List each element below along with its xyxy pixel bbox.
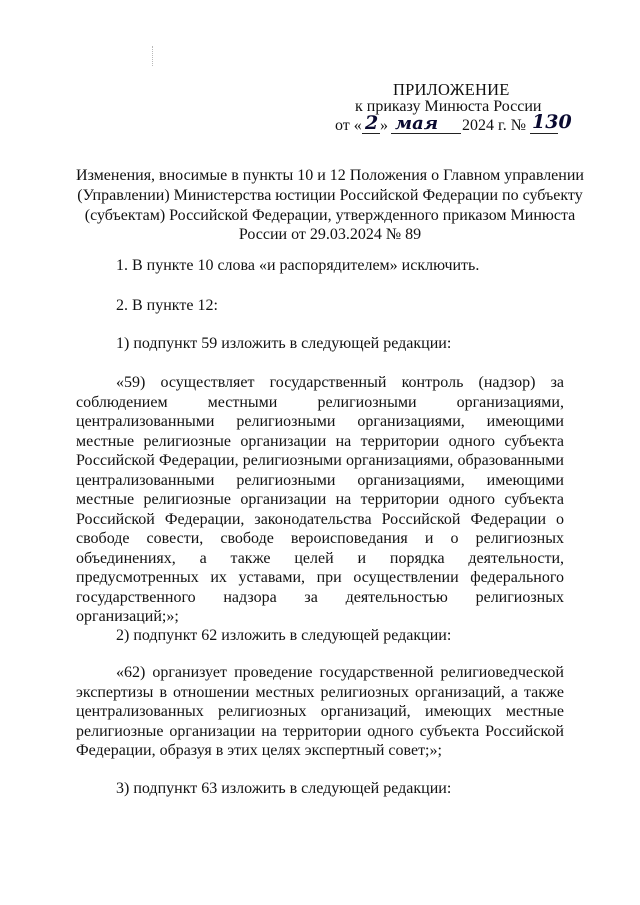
appendix-date-line [335,111,572,140]
handwritten-month: мая [395,113,439,134]
document-heading: Изменения, вносимые в пункты 10 и 12 Положения о Главном управлении (Управлении) Министерства юстиции Российской Федерации по субъекту (субъектам) Российской Федерации, утвержденного приказом Минюста России от 29.03.2024 № 89 [76,167,584,244]
number-underline [530,133,558,134]
appendix-order-reference: к приказу Минюста России [355,98,542,115]
page-margin-mark [152,46,154,66]
handwritten-number: 130 [532,111,572,133]
date-prefix: от « [335,117,362,134]
subitem-2: 2) подпункт 62 изложить в следующей редакции: [116,627,452,644]
handwritten-day: 2 [365,112,379,134]
quote-item-62: «62) организует проведение государственной религиоведческой экспертизы в отношении местных религиозных организаций, а также централизованных религиозных организаций, имеющих местные религиозные организации на территории одного субъекта Российской Федерации, образуя в этих целях экспертный совет;»; [76,664,564,759]
date-year: 2024 г. № [462,117,527,134]
item-1: 1. В пункте 10 слова «и распорядителем» исключить. [116,257,480,274]
month-underline [391,133,461,134]
date-close-quote: » [380,117,388,134]
subitem-1: 1) подпункт 59 изложить в следующей редакции: [116,335,452,352]
subitem-3: 3) подпункт 63 изложить в следующей редакции: [116,780,452,797]
quote-item-59: «59) осуществляет государственный контроль (надзор) за соблюдением местными религиозными организациями, централизованными религиозными организациями, имеющими местные религиозные организации на территории одного субъекта Российской Федерации, религиозными организациями, образованными централизованными религиозными организациями, имеющими местные религиозные организации на территории одного субъекта Российской Федерации, законодательства Российской Федерации о свободе совести, свободе вероисповедания и о религиозных объединениях, а также целей и порядка деятельности, предусмотренных их уставами, при осуществлении федерального государственного надзора за деятельностью религиозных организаций;»; [76,374,564,625]
day-underline [362,133,380,134]
appendix-title: ПРИЛОЖЕНИЕ [393,80,510,99]
item-2: 2. В пункте 12: [116,297,218,314]
